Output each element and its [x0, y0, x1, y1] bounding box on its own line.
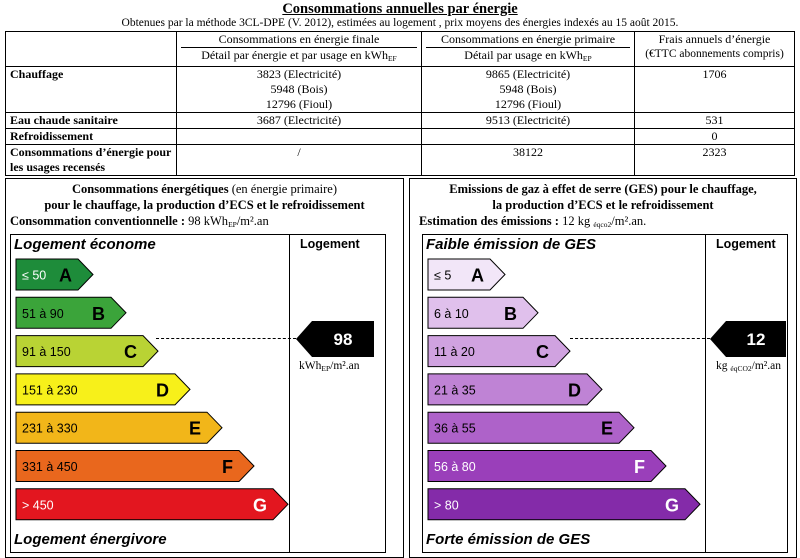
rating-bar-range: 51 à 90: [22, 306, 64, 321]
col-primary-header: Consommations en énergie primaire Détail par usage en kWh$_{EP}$: [422, 32, 635, 67]
rating-bar-e: [16, 412, 222, 443]
rating-bar-letter: F: [634, 457, 645, 477]
energy-title: Consommations énergétiques (en énergie primaire): [72, 182, 337, 196]
energy-unit: kWh$_{EP}$/m².an: [299, 360, 360, 373]
rating-bar-range: ≤ 50: [22, 268, 47, 283]
rating-bar-letter: D: [156, 380, 169, 401]
rating-bar-range: 91 à 150: [22, 345, 71, 360]
rating-bar-letter: E: [600, 418, 613, 439]
page-title: Consommations annuelles par énergie: [282, 1, 518, 17]
ges-dash: [570, 338, 710, 339]
rating-bar-f: [428, 451, 666, 482]
col-cost-header: Frais annuels d’énergie (€TTC abonnements compris): [635, 32, 795, 67]
rating-bar-letter: B: [92, 303, 105, 324]
col-final-header: Consommations en énergie finale Détail par énergie et par usage en kWh$_{EF}$: [177, 32, 422, 67]
table-corner: [6, 32, 177, 67]
energy-panel: [5, 178, 404, 558]
energy-dash: [156, 338, 296, 339]
rating-bar-letter: F: [222, 457, 233, 477]
energy-col-header: Logement: [300, 237, 360, 251]
energy-value: 98: [333, 330, 353, 349]
rating-bar-range: 231 à 330: [22, 421, 78, 436]
rating-bar-c: [428, 336, 570, 367]
ges-title-line2: la production d’ECS et le refroidissement: [492, 198, 714, 212]
rating-bar-letter: E: [188, 418, 201, 439]
rating-bar-letter: B: [504, 303, 517, 324]
rating-bar-d: [16, 374, 190, 405]
rating-bar-letter: C: [124, 342, 137, 363]
ges-box-bottom: Forte émission de GES: [426, 531, 591, 548]
ges-indicator: [710, 321, 786, 357]
ges-value: 12: [746, 330, 766, 349]
rating-bar-range: ≤ 5: [434, 268, 452, 283]
rating-bar-g: [16, 489, 288, 520]
rating-bar-shape: [16, 489, 288, 520]
rating-bar-b: [428, 297, 538, 328]
rating-bar-c: [16, 336, 158, 367]
ges-title: Emissions de gaz à effet de serre (GES) pour le chauffage,: [449, 182, 757, 196]
rating-bar-range: > 80: [434, 498, 459, 513]
table-row: Refroidissement 0: [6, 129, 795, 145]
energy-title-line2: pour le chauffage, la production d’ECS et le refroidissement: [44, 198, 365, 212]
energy-conso-line: Consommation conventionnelle : 98 kWh$_{EP}$/m².an: [10, 214, 269, 229]
ges-col-header: Logement: [716, 237, 776, 251]
table-row: Eau chaude sanitaire 3687 (Electricité) 9513 (Electricité) 531: [6, 113, 795, 129]
ges-panel: [409, 178, 797, 558]
rating-bar-a: [16, 259, 93, 290]
rating-bar-range: 331 à 450: [22, 460, 78, 474]
energy-box-top: Logement économe: [14, 236, 156, 253]
rating-bar-b: [16, 297, 126, 328]
rating-bar-range: 56 à 80: [434, 460, 476, 474]
ges-bars: [428, 259, 708, 524]
rating-bar-letter: G: [252, 495, 267, 516]
rating-bar-g: [428, 489, 700, 520]
rating-bar-letter: A: [471, 265, 484, 286]
rating-bar-range: 36 à 55: [434, 421, 476, 436]
rating-bar-range: 151 à 230: [22, 383, 78, 398]
rating-bar-a: [428, 259, 505, 290]
rating-bar-range: > 450: [22, 498, 54, 513]
rating-bar-e: [428, 412, 634, 443]
rating-bar-d: [428, 374, 602, 405]
table-row: Chauffage 3823 (Electricité) 5948 (Bois) 12796 (Fioul) 9865 (Electricité) 5948 (Bois) 12796 (Fioul) 1706: [6, 67, 795, 113]
ges-unit: kg $_{éqCO2}$/m².an: [716, 360, 781, 373]
energy-bars: [16, 259, 316, 524]
consumption-table: [5, 31, 795, 176]
ges-estim-line: Estimation des émissions : 12 kg $_{éqco2}$/m².an.: [419, 214, 647, 229]
ges-box-top: Faible émission de GES: [426, 236, 597, 253]
rating-bar-range: 21 à 35: [434, 383, 476, 398]
rating-bar-letter: C: [536, 342, 549, 363]
rating-bar-range: 11 à 20: [434, 345, 475, 360]
rating-bar-letter: A: [59, 265, 72, 286]
energy-box-bottom: Logement énergivore: [14, 531, 167, 548]
rating-bar-letter: G: [664, 495, 679, 516]
rating-bar-letter: D: [568, 380, 581, 401]
rating-bar-range: 6 à 10: [434, 306, 469, 321]
rating-bar-f: [16, 451, 254, 482]
rating-bar-shape: [428, 489, 700, 520]
energy-indicator: [296, 321, 374, 357]
page-subtitle: Obtenues par la méthode 3CL-DPE (V. 2012), estimées au logement , prix moyens des énergies indexés au 15 août 2015.: [121, 17, 679, 29]
table-row: Consommations d’énergie pour les usages recensés / 38122 2323: [6, 145, 795, 176]
